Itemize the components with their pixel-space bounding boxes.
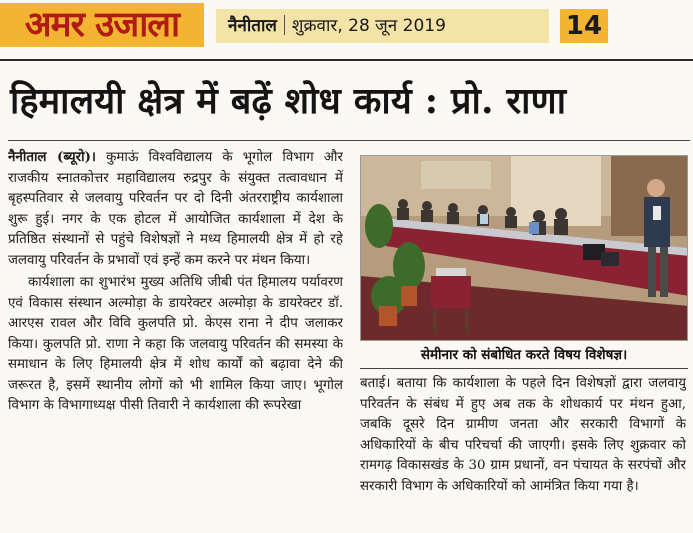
headline-rule [8,140,690,141]
paragraph-1-text: कुमाऊं विश्वविद्यालय के भूगोल विभाग और राजकीय स्नातकोत्तर महाविद्यालय रुद्रपुर के संयुक्त तत्वावधान में बृहस्पतिवार से जलवायु परिवर्तन पर दो दिनी अंतरराष्ट्रीय कार्यशाला शुरू हुई। नगर के एक होटल में आयोजित कार्यशाला में देश के प्रतिष्ठित संस्थानों से पहुंचे विशेषज्ञों ने मध्य हिमालयी क्षेत्र में हो रहे जलवायु परिवर्तन के प्रभावों एवं इन्हें कम करने पर मंथन किया। [8,150,343,268]
article-column-left [8,147,343,531]
photo-caption: सेमीनार को संबोधित करते विषय विशेषज्ञ। [420,347,628,363]
paragraph-3: बताई। बताया कि कार्यशाला के पहले दिन विशेषज्ञों द्वारा जलवायु परिवर्तन के संबंध में हुए अब तक के शोधकार्य पर मंथन हुआ, जबकि दूसरे दिन ग्रामीण जनता और सरकारी विभागों के अधिकारियों के बीच परिचर्चा की जाएगी। इसके लिए शुक्रवार को रामगढ़ विकासखंड के 30 ग्राम प्रधानों, वन पंचायत के सरपंचों और सरकारी विभाग के अधिकारियों को आमंत्रित किया गया है। [360,376,686,494]
caption-rule [360,368,688,369]
headline: हिमालयी क्षेत्र में बढ़ें शोध कार्य : प्रो. राणा [10,80,567,122]
masthead-rule [0,59,693,61]
edition-date: शुक्रवार, 28 जून 2019 [291,16,446,36]
paragraph-1 [8,147,343,271]
page-number: 14 [560,9,608,43]
byline: नैनीताल (ब्यूरो)। [8,149,96,165]
dateline [216,9,549,43]
dateline-divider [284,15,285,35]
masthead [0,0,693,52]
article-column-right [360,374,686,531]
seminar-photo [360,155,688,341]
paragraph-2: कार्यशाला का शुभारंभ मुख्य अतिथि जीबी पंत हिमालय पर्यावरण एवं विकास संस्थान अल्मोड़ा के डायरेक्टर अल्मोड़ा के डायरेक्टर डॉ. आरएस रावल और विवि कुलपति प्रो. केएस राना ने दीप जलाकर किया। कुलपति प्रो. राणा ने कहा कि जलवायु परिवर्तन की समस्या के समाधान के लिए हिमालयी क्षेत्र में शोध कार्यों को बढ़ावा देने की जरूरत है, इसमें स्थानीय लोगों को भी शामिल किया जाए। भूगोल विभाग के विभागाध्यक्ष पीसी तिवारी ने कार्यशाला की रूपरेखा [8,275,343,413]
newspaper-logo: अमर उजाला [0,3,204,47]
seminar-photo-illustration [361,156,688,341]
edition-city: नैनीताल [228,16,277,36]
